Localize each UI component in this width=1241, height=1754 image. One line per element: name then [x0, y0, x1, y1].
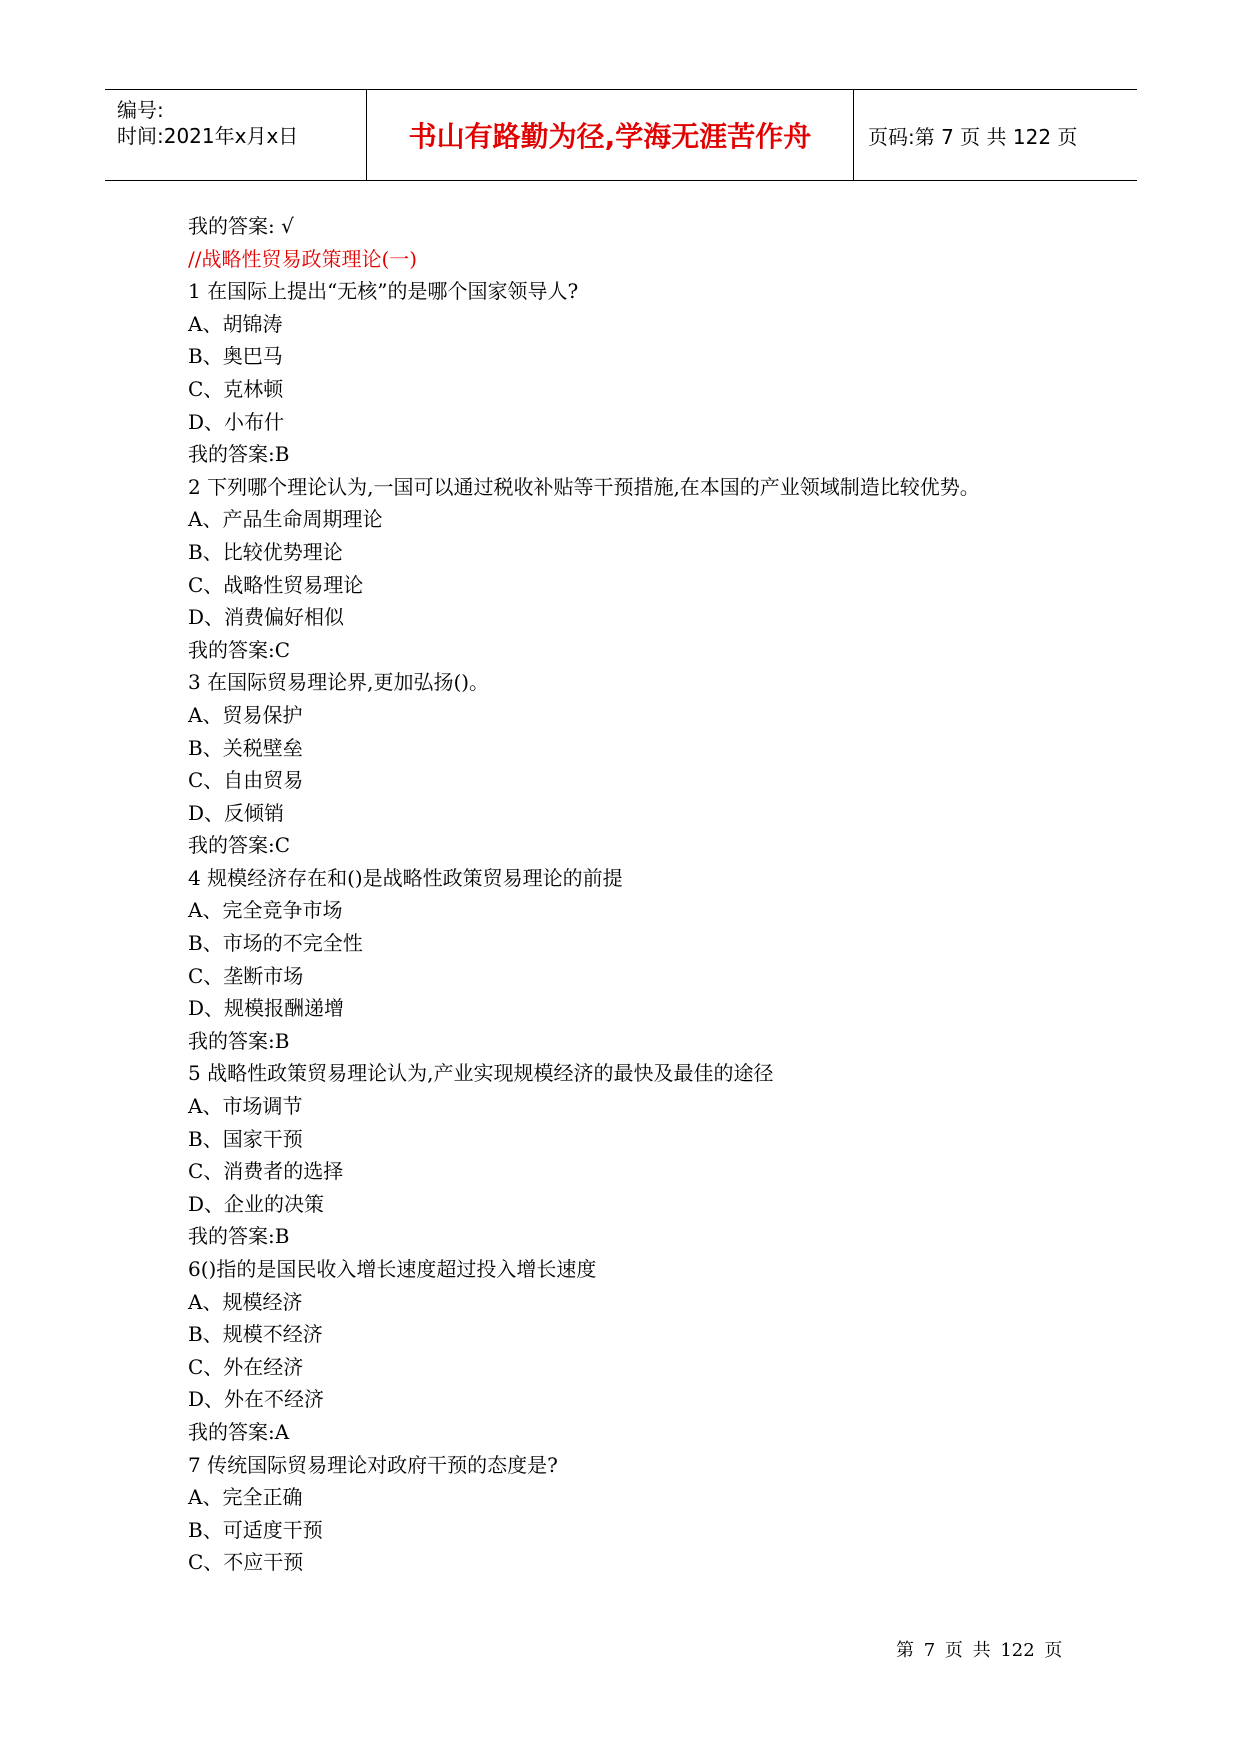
option-text: D、消费偏好相似: [188, 605, 345, 630]
option-text: A、市场调节: [188, 1094, 303, 1119]
option-text: B、可适度干预: [188, 1517, 323, 1542]
option-text: A、贸易保护: [188, 702, 303, 727]
option-text: B、国家干预: [188, 1126, 303, 1151]
answer-line: 我的答案:C: [188, 637, 291, 662]
option-text: B、规模不经济: [188, 1322, 323, 1347]
question-text: 1 在国际上提出“无核”的是哪个国家领导人?: [188, 279, 579, 304]
option-text: A、完全竞争市场: [188, 898, 343, 923]
answer-line: 我的答案:A: [188, 1419, 290, 1444]
answer-line: 我的答案:B: [188, 1224, 290, 1249]
document-body: [188, 210, 1068, 1579]
date-label: 时间:2021年x月x日: [117, 124, 299, 148]
header-page-info: 页码:第 7 页 共 122 页: [868, 124, 1078, 149]
option-text: C、克林顿: [188, 376, 284, 401]
option-text: B、奥巴马: [188, 344, 283, 369]
header-motto: 书山有路勤为径,学海无涯苦作舟: [367, 90, 854, 180]
question-text: 4 规模经济存在和()是战略性政策贸易理论的前提: [188, 865, 623, 890]
question-text: 6()指的是国民收入增长速度超过投入增长速度: [188, 1257, 597, 1281]
option-text: B、市场的不完全性: [188, 931, 363, 956]
option-text: D、小布什: [188, 409, 285, 434]
answer-line: 我的答案: √: [188, 214, 294, 238]
option-text: A、胡锦涛: [188, 311, 283, 336]
option-text: D、规模报酬递增: [188, 996, 345, 1021]
option-text: C、自由贸易: [188, 768, 304, 793]
option-text: A、产品生命周期理论: [188, 507, 383, 532]
question-text: 7 传统国际贸易理论对政府干预的态度是?: [188, 1452, 558, 1477]
option-text: C、战略性贸易理论: [188, 572, 364, 597]
number-label: 编号:: [117, 98, 164, 122]
option-text: C、垄断市场: [188, 963, 304, 988]
answer-line: 我的答案:C: [188, 833, 291, 858]
question-text: 3 在国际贸易理论界,更加弘扬()。: [188, 670, 490, 695]
question-text: 5 战略性政策贸易理论认为,产业实现规模经济的最快及最佳的途径: [188, 1061, 774, 1086]
header-info-cell: [105, 90, 367, 180]
option-text: D、企业的决策: [188, 1191, 325, 1216]
option-text: B、关税壁垒: [188, 735, 303, 760]
option-text: B、比较优势理论: [188, 539, 343, 564]
option-text: A、完全正确: [188, 1485, 303, 1510]
option-text: A、规模经济: [188, 1289, 303, 1314]
page-footer: 第 7 页 共 122 页: [896, 1640, 1063, 1661]
option-text: C、消费者的选择: [188, 1159, 344, 1184]
option-text: C、不应干预: [188, 1550, 304, 1575]
answer-line: 我的答案:B: [188, 442, 290, 467]
option-text: D、反倾销: [188, 800, 285, 825]
option-text: C、外在经济: [188, 1354, 304, 1379]
option-text: D、外在不经济: [188, 1387, 325, 1412]
question-text: 2 下列哪个理论认为,一国可以通过税收补贴等干预措施,在本国的产业领域制造比较优势。: [188, 474, 980, 499]
section-heading: //战略性贸易政策理论(一): [188, 246, 418, 271]
page-header: [105, 89, 1137, 181]
answer-line: 我的答案:B: [188, 1028, 290, 1053]
